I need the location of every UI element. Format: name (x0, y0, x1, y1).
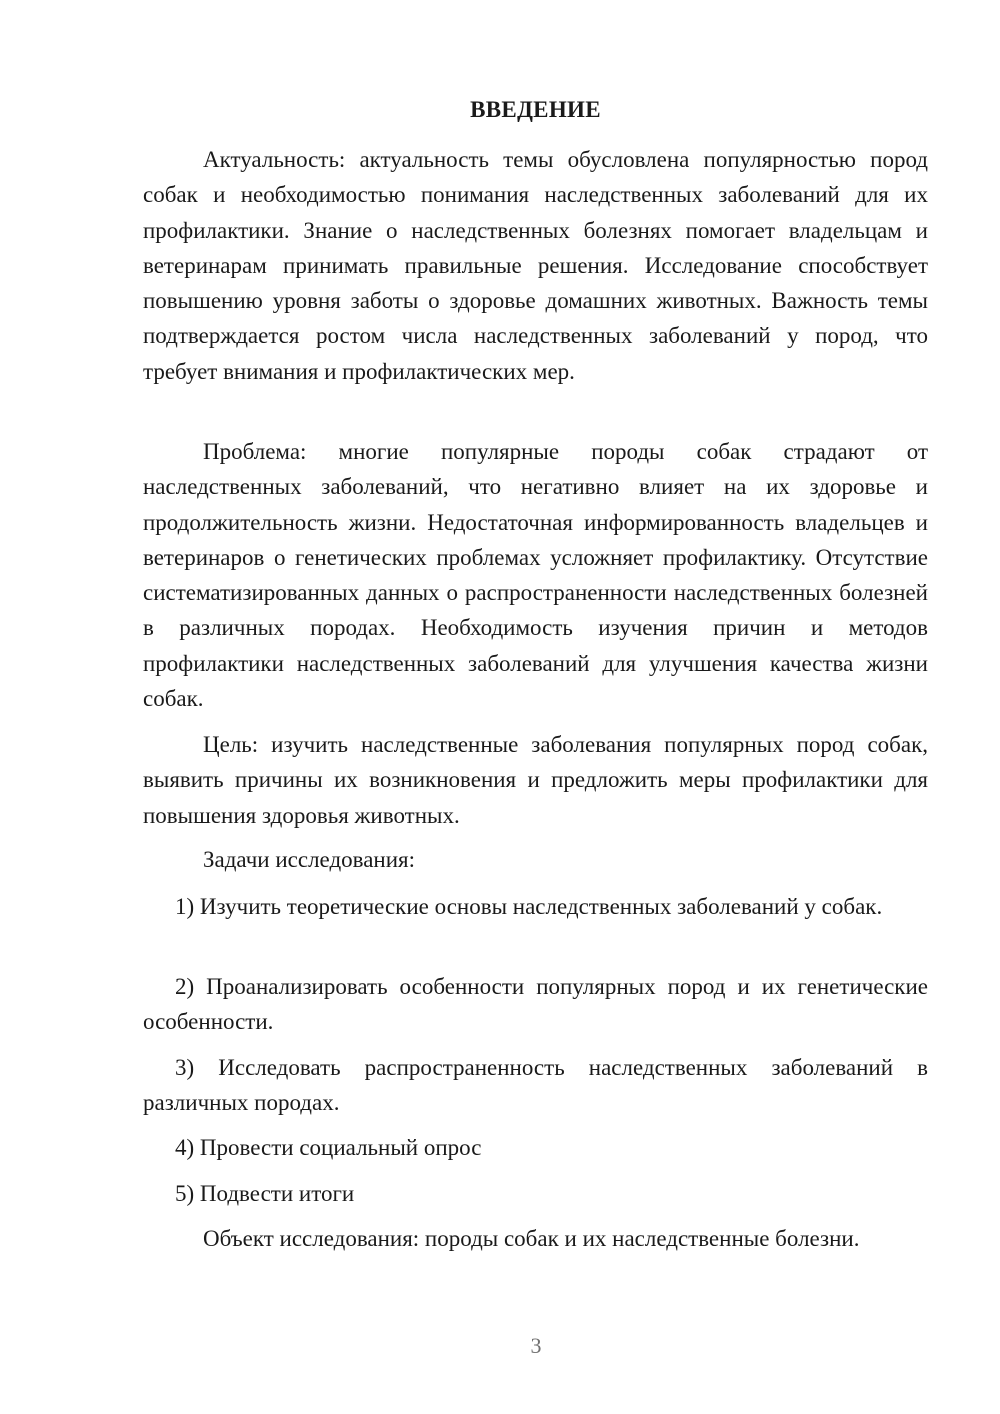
task-item-3: 3) Исследовать распространенность наследственных заболеваний в различных породах. (143, 1055, 928, 1116)
task-item-2: 2) Проанализировать особенности популярных пород и их генетические особенности. (143, 974, 928, 1035)
paragraph-problem: Проблема: многие популярные породы собак страдают от наследственных заболеваний, что негативно влияет на их здоровье и продолжительность жизни. Недостаточная информированность владельцев и ветеринаров о генетических проблемах усложняет профилактику. Отсутствие систематизированных данных о распространенности наследственных болезней в различных породах. Необходимость изучения причин и методов профилактики наследственных заболеваний для улучшения качества жизни собак. (143, 439, 928, 712)
paragraph-object: Объект исследования: породы собак и их наследственные болезни. (203, 1226, 860, 1251)
task-item-5: 5) Подвести итоги (175, 1181, 355, 1206)
section-title: ВВЕДЕНИЕ (470, 97, 601, 122)
paragraph-relevance: Актуальность: актуальность темы обусловлена популярностью пород собак и необходимостью понимания наследственных заболеваний для их профилактики. Знание о наследственных болезнях помогает владельцам и ветеринарам принимать правильные решения. Исследование способствует повышению уровня заботы о здоровье домашних животных. Важность темы подтверждается ростом числа наследственных заболеваний у пород, что требует внимания и профилактических мер. (143, 147, 928, 384)
page-number: 3 (530, 1333, 542, 1358)
tasks-heading: Задачи исследования: (203, 847, 416, 872)
task-item-1: 1) Изучить теоретические основы наследственных заболеваний у собак. (175, 894, 883, 919)
task-item-4: 4) Провести социальный опрос (175, 1135, 482, 1160)
paragraph-goal: Цель: изучить наследственные заболевания популярных пород собак, выявить причины их возникновения и предложить меры профилактики для повышения здоровья животных. (143, 732, 928, 828)
